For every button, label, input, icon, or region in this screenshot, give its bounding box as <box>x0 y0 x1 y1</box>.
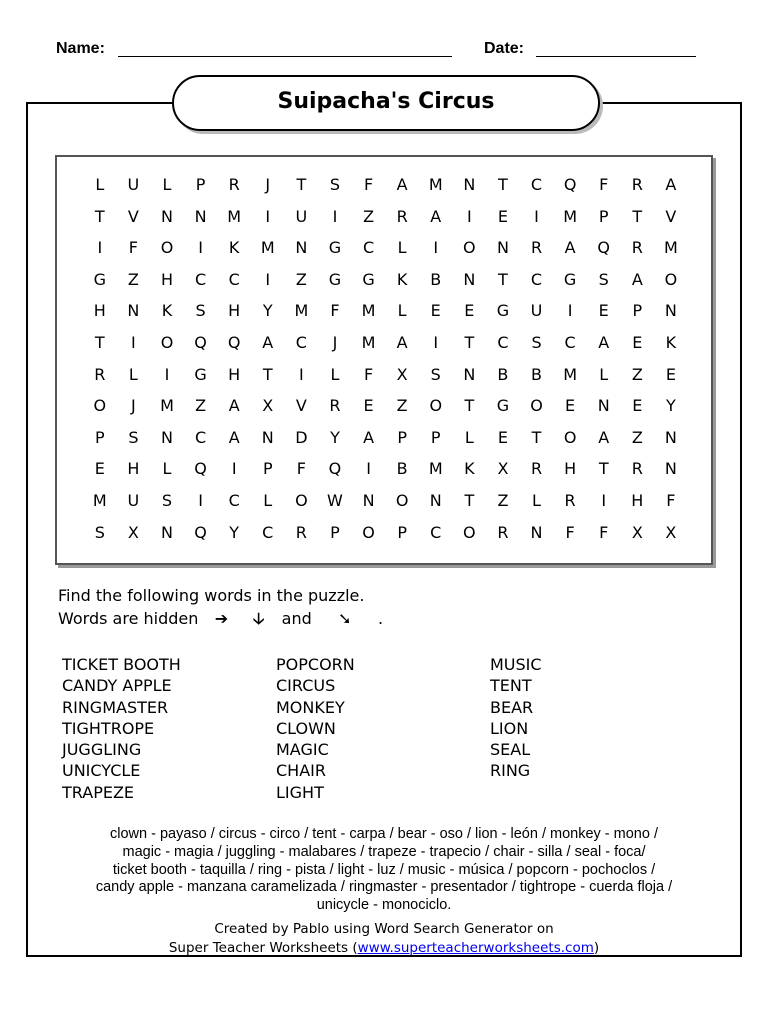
grid-letter: M <box>663 238 678 258</box>
grid-letter: C <box>564 332 576 352</box>
grid-letter: M <box>160 396 174 416</box>
grid-letter: X <box>665 522 677 542</box>
word-item: SEAL <box>490 740 531 760</box>
letter-grid <box>83 169 688 548</box>
grid-letter: S <box>598 269 609 289</box>
grid-letter: O <box>395 490 409 510</box>
grid-letter: I <box>366 459 371 479</box>
grid-letter: I <box>433 332 439 352</box>
grid-letter: H <box>93 301 106 321</box>
credit-line-2 <box>56 939 712 958</box>
word-list-column-3 <box>490 654 650 803</box>
word-item: LION <box>490 718 529 738</box>
date-label: Date: <box>484 40 525 57</box>
grid-letter: B <box>430 269 442 289</box>
grid-letter: D <box>295 427 308 447</box>
grid-letter: P <box>632 301 643 321</box>
word-item: JUGGLING <box>62 740 142 760</box>
credit <box>56 920 712 958</box>
grid-letter: I <box>265 269 271 289</box>
grid-letter: X <box>396 364 408 384</box>
grid-letter: E <box>598 301 609 321</box>
grid-letter: S <box>94 522 105 542</box>
grid-letter: L <box>599 364 609 384</box>
grid-letter: B <box>497 364 509 384</box>
grid-letter: L <box>162 459 172 479</box>
grid-letter: Q <box>194 332 207 352</box>
grid-letter: O <box>463 522 476 542</box>
grid-letter: P <box>397 427 407 447</box>
grid-letter: B <box>531 364 542 384</box>
grid-letter: Z <box>363 206 375 226</box>
grid-letter: Q <box>194 459 207 479</box>
grid-letter: C <box>497 332 509 352</box>
grid-letter: H <box>228 301 241 321</box>
grid-letter: I <box>97 238 103 258</box>
grid-letter: I <box>231 459 237 479</box>
arrow-right-icon: ➔ <box>214 609 229 628</box>
date-field[interactable] <box>536 56 696 57</box>
grid-letter: X <box>497 459 509 479</box>
grid-letter: U <box>530 301 543 321</box>
word-item: TIGHTROPE <box>62 718 155 738</box>
grid-letter: C <box>228 269 240 289</box>
arrow-down-icon: 🡣 <box>252 609 265 628</box>
grid-letter: J <box>265 175 271 194</box>
grid-letter: F <box>599 175 609 194</box>
grid-letter: O <box>93 396 107 416</box>
grid-letter: O <box>160 332 174 352</box>
grid-letter: I <box>164 364 170 384</box>
grid-letter: L <box>95 175 105 194</box>
grid-letter: A <box>396 332 408 352</box>
instructions-line-1: Find the following words in the puzzle. <box>58 586 365 605</box>
grid-letter: I <box>265 206 271 226</box>
grid-letter: T <box>498 269 508 289</box>
grid-letter: C <box>530 175 543 194</box>
grid-letter: L <box>128 364 138 384</box>
grid-letter: C <box>194 427 207 447</box>
grid-letter: Z <box>127 269 139 289</box>
grid-letter: Z <box>497 490 509 510</box>
grid-letter: X <box>127 522 139 542</box>
grid-letter: Q <box>328 459 342 479</box>
grid-letter: H <box>127 459 140 479</box>
word-item: MAGIC <box>276 740 329 760</box>
grid-letter: F <box>363 175 374 194</box>
grid-letter: N <box>194 206 207 226</box>
grid-letter: T <box>464 490 475 510</box>
grid-letter: Q <box>227 332 241 352</box>
word-item: RINGMASTER <box>62 697 169 717</box>
grid-letter: H <box>631 490 644 510</box>
grid-letter: G <box>328 238 342 258</box>
grid-letter: R <box>396 206 408 226</box>
word-item: TENT <box>490 676 532 696</box>
vocabulary-line: candy apple - manzana caramelizada / ringmaster - presentador / tightrope - cuerda floja / <box>95 879 673 896</box>
grid-letter: T <box>531 427 542 447</box>
grid-letter: P <box>598 206 609 226</box>
grid-letter: C <box>430 522 442 542</box>
grid-letter: F <box>565 522 575 542</box>
grid-letter: L <box>162 175 172 194</box>
word-item: BEAR <box>490 697 534 717</box>
word-item: MUSIC <box>490 655 542 674</box>
grid-letter: Q <box>597 238 610 258</box>
grid-letter: E <box>665 364 676 384</box>
grid-letter: I <box>534 206 539 226</box>
grid-letter: R <box>530 238 543 258</box>
grid-letter: Y <box>666 396 676 416</box>
grid-letter: G <box>496 396 510 416</box>
grid-letter: S <box>531 332 542 352</box>
grid-letter: P <box>94 427 105 447</box>
grid-letter: G <box>496 301 510 321</box>
grid-letter: V <box>295 396 307 416</box>
vocabulary-line: unicycle - monociclo. <box>316 897 452 914</box>
word-list-column-1 <box>62 654 276 803</box>
word-item: POPCORN <box>276 655 355 674</box>
word-list <box>62 654 662 803</box>
grid-letter: M <box>361 301 376 321</box>
grid-letter: J <box>332 332 338 352</box>
grid-letter: I <box>198 238 203 258</box>
grid-letter: A <box>564 238 576 258</box>
grid-letter: X <box>631 522 643 542</box>
grid-letter: G <box>194 364 207 384</box>
vocabulary-translations <box>56 826 712 915</box>
grid-letter: I <box>433 238 439 258</box>
page-title: Suipacha's Circus <box>277 89 495 114</box>
grid-letter: E <box>430 301 441 321</box>
grid-letter: N <box>161 427 173 447</box>
grid-letter: G <box>563 269 577 289</box>
grid-letter: T <box>262 364 273 384</box>
word-item: CIRCUS <box>276 676 336 696</box>
grid-letter: S <box>329 175 341 194</box>
grid-letter: T <box>94 206 105 226</box>
word-item: CANDY APPLE <box>62 676 172 696</box>
grid-letter: M <box>428 175 443 194</box>
grid-letter: P <box>195 175 206 194</box>
grid-letter: L <box>330 364 340 384</box>
grid-letter: R <box>631 238 643 258</box>
grid-letter: T <box>94 332 105 352</box>
grid-letter: R <box>295 522 307 542</box>
grid-letter: B <box>396 459 408 479</box>
grid-letter: F <box>599 522 609 542</box>
grid-letter: P <box>430 427 441 447</box>
grid-letter: R <box>228 175 240 194</box>
grid-letter: A <box>598 332 610 352</box>
grid-letter: O <box>463 238 476 258</box>
grid-letter: N <box>664 301 677 321</box>
grid-letter: C <box>228 490 240 510</box>
grid-letter: S <box>128 427 139 447</box>
grid-letter: N <box>161 206 173 226</box>
grid-letter: A <box>430 206 442 226</box>
grid-letter: K <box>161 301 173 321</box>
instructions-end: . <box>377 609 384 628</box>
grid-letter: N <box>295 238 308 258</box>
grid-letter: L <box>397 238 407 258</box>
grid-letter: I <box>131 332 136 352</box>
grid-letter: S <box>195 301 206 321</box>
grid-letter: Z <box>195 396 207 416</box>
grid-letter: T <box>296 175 307 194</box>
grid-letter: I <box>198 490 203 510</box>
grid-letter: C <box>194 269 207 289</box>
grid-letter: Y <box>262 301 273 321</box>
credit-suffix: ) <box>593 940 600 956</box>
credit-prefix: Super Teacher Worksheets ( <box>168 940 358 956</box>
grid-letter: R <box>329 396 341 416</box>
instructions-and: and <box>281 609 312 628</box>
word-item: CLOWN <box>276 718 336 738</box>
grid-letter: R <box>631 459 643 479</box>
grid-letter: N <box>664 427 677 447</box>
grid-letter: J <box>131 396 136 416</box>
grid-letter: N <box>463 175 476 194</box>
grid-letter: R <box>497 522 509 542</box>
arrow-diagonal-icon: ➘ <box>338 609 352 628</box>
grid-letter: E <box>464 301 475 321</box>
grid-letter: L <box>397 301 407 321</box>
grid-letter: N <box>261 427 274 447</box>
vocabulary-line: clown - payaso / circus - circo / tent - carpa / bear - oso / lion - león / monkey - mono / <box>110 826 658 842</box>
word-item: TRAPEZE <box>62 782 135 802</box>
grid-letter: E <box>94 459 105 479</box>
grid-letter: Q <box>563 175 577 194</box>
grid-letter: P <box>397 522 407 542</box>
grid-letter: Z <box>631 427 643 447</box>
grid-letter: O <box>429 396 443 416</box>
grid-letter: C <box>295 332 307 352</box>
grid-letter: A <box>631 269 643 289</box>
grid-letter: A <box>262 332 274 352</box>
instructions-line-2 <box>58 608 383 635</box>
grid-letter: Y <box>330 427 340 447</box>
grid-letter: T <box>498 175 508 194</box>
title-banner <box>172 75 600 131</box>
grid-letter: Y <box>229 522 240 542</box>
grid-letter: N <box>463 269 476 289</box>
grid-letter: N <box>530 522 543 542</box>
grid-letter: G <box>362 269 375 289</box>
grid-letter: O <box>563 427 577 447</box>
grid-letter: K <box>464 459 475 479</box>
grid-letter: I <box>332 206 338 226</box>
grid-letter: R <box>94 364 106 384</box>
grid-letter: P <box>330 522 340 542</box>
word-list-column-2 <box>276 654 490 803</box>
grid-letter: M <box>428 459 443 479</box>
grid-letter: L <box>464 427 474 447</box>
grid-letter: S <box>161 490 173 510</box>
name-field[interactable] <box>118 56 452 57</box>
grid-letter: C <box>262 522 274 542</box>
grid-letter: T <box>632 206 643 226</box>
grid-letter: K <box>228 238 240 258</box>
grid-letter: E <box>497 206 508 226</box>
grid-letter: Z <box>295 269 307 289</box>
instructions-prefix: Words are hidden <box>58 609 199 628</box>
grid-letter: T <box>464 332 475 352</box>
grid-letter: N <box>161 522 173 542</box>
word-item: CHAIR <box>276 761 326 781</box>
grid-letter: R <box>530 459 543 479</box>
grid-letter: M <box>227 206 242 226</box>
grid-letter: N <box>597 396 610 416</box>
vocabulary-line: ticket booth - taquilla / ring - pista / light - luz / music - música / popcorn - pochoclos / <box>112 861 656 878</box>
grid-letter: N <box>664 459 677 479</box>
grid-letter: U <box>127 490 140 510</box>
grid-letter: G <box>93 269 106 289</box>
grid-letter: O <box>362 522 375 542</box>
grid-letter: F <box>128 238 138 258</box>
grid-letter: H <box>564 459 577 479</box>
grid-letter: S <box>430 364 441 384</box>
grid-letter: N <box>362 490 375 510</box>
grid-letter: N <box>127 301 140 321</box>
grid-letter: K <box>665 332 677 352</box>
grid-letter: F <box>363 364 374 384</box>
grid-letter: Q <box>194 522 207 542</box>
grid-letter: E <box>632 332 643 352</box>
grid-letter: A <box>598 427 610 447</box>
vocabulary-line: magic - magia / juggling - malabares / trapeze - trapecio / chair - silla / seal - foca/ <box>122 843 646 860</box>
grid-letter: C <box>362 238 375 258</box>
word-item: TICKET BOOTH <box>62 655 181 674</box>
superteacher-link[interactable]: www.superteacherworksheets.com <box>357 940 594 956</box>
grid-letter: Z <box>396 396 408 416</box>
grid-letter: U <box>295 206 308 226</box>
grid-letter: I <box>466 206 472 226</box>
header <box>56 36 716 62</box>
grid-letter: E <box>632 396 643 416</box>
grid-letter: W <box>327 490 343 510</box>
grid-letter: X <box>262 396 274 416</box>
grid-letter: M <box>260 238 275 258</box>
grid-letter: E <box>565 396 576 416</box>
grid-letter: V <box>665 206 677 226</box>
grid-letter: A <box>228 396 240 416</box>
grid-letter: C <box>530 269 543 289</box>
grid-letter: O <box>530 396 543 416</box>
grid-letter: L <box>532 490 541 510</box>
grid-letter: R <box>631 175 643 194</box>
grid-letter: E <box>363 396 374 416</box>
credit-line-1: Created by Pablo using Word Search Generator on <box>214 921 554 937</box>
grid-letter: V <box>127 206 139 226</box>
grid-letter: N <box>496 238 509 258</box>
grid-letter: K <box>396 269 408 289</box>
grid-letter: O <box>295 490 308 510</box>
grid-letter: M <box>294 301 309 321</box>
word-item: MONKEY <box>276 697 345 717</box>
grid-letter: A <box>665 175 677 194</box>
grid-letter: M <box>563 206 578 226</box>
grid-letter: L <box>263 490 273 510</box>
grid-letter: F <box>296 459 306 479</box>
grid-letter: R <box>564 490 576 510</box>
grid-letter: F <box>330 301 340 321</box>
grid-letter: A <box>228 427 240 447</box>
name-label: Name: <box>56 40 105 57</box>
grid-letter: U <box>127 175 140 194</box>
grid-letter: A <box>396 175 408 194</box>
grid-letter: O <box>664 269 678 289</box>
grid-letter: T <box>598 459 609 479</box>
grid-letter: O <box>160 238 174 258</box>
grid-letter: N <box>429 490 442 510</box>
grid-letter: E <box>497 427 508 447</box>
grid-letter: T <box>464 396 475 416</box>
grid-letter: M <box>361 332 376 352</box>
grid-letter: M <box>92 490 107 510</box>
grid-letter: H <box>228 364 241 384</box>
grid-letter: I <box>567 301 573 321</box>
grid-letter: F <box>666 490 676 510</box>
grid-letter: H <box>160 269 173 289</box>
word-item: LIGHT <box>276 782 324 802</box>
grid-letter: N <box>463 364 476 384</box>
grid-letter: I <box>299 364 304 384</box>
grid-letter: I <box>601 490 607 510</box>
word-item: RING <box>490 761 531 781</box>
word-item: UNICYCLE <box>62 761 141 781</box>
grid-letter: P <box>262 459 273 479</box>
grid-letter: A <box>363 427 375 447</box>
grid-letter: Z <box>631 364 643 384</box>
grid-letter: G <box>328 269 342 289</box>
grid-letter: M <box>563 364 578 384</box>
